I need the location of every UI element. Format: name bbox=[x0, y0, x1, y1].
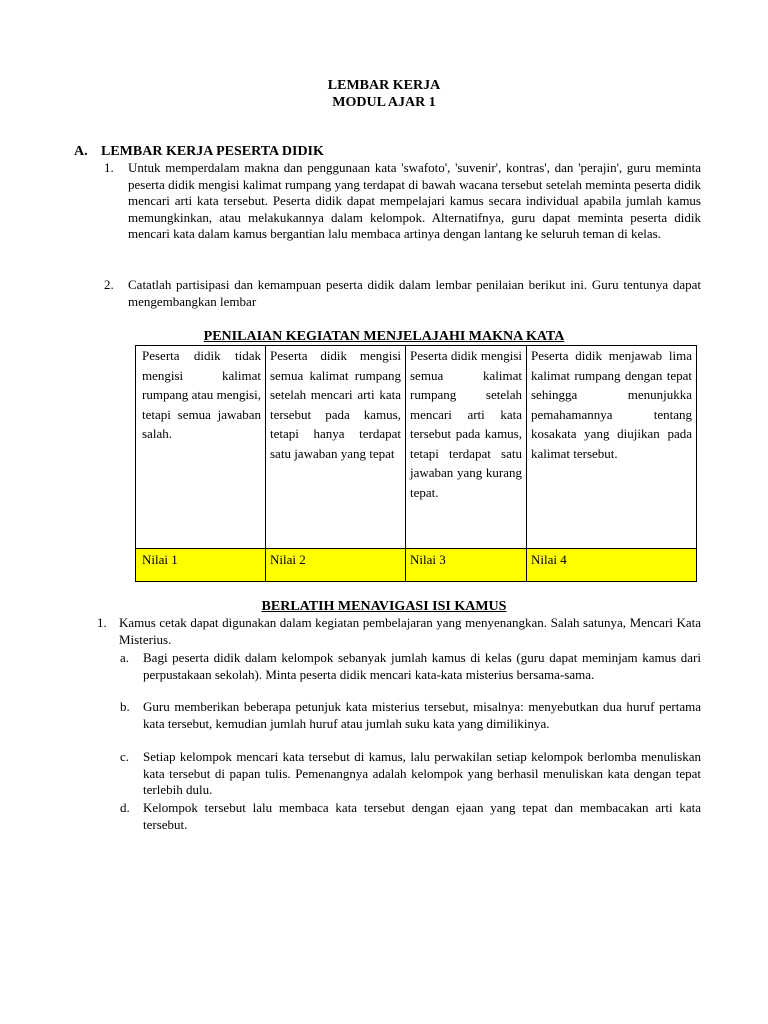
document-title: LEMBAR KERJA bbox=[327, 78, 441, 93]
rubric-score-cell: Nilai 2 bbox=[266, 549, 406, 582]
rubric-table bbox=[135, 345, 697, 582]
rubric-description-row bbox=[136, 346, 697, 549]
rubric-description-cell: Peserta didik mengisi semua kalimat rumpang setelah mencari arti kata tersebut pada kamus, tetapi hanya terdapat satu jawaban yang tepat bbox=[266, 346, 406, 549]
section-a-marker: A. bbox=[74, 144, 88, 159]
section-a-heading: LEMBAR KERJA PESERTA DIDIK bbox=[101, 144, 324, 159]
sublist-item-letter: d. bbox=[120, 800, 130, 815]
rubric-score-cell: Nilai 4 bbox=[527, 549, 697, 582]
rubric-description-cell: Peserta didik mengisi semua kalimat rumpang setelah mencari arti kata tersebut pada kamus, tetapi terdapat satu jawaban yang kurang tepat. bbox=[406, 346, 527, 549]
rubric-score-row bbox=[136, 549, 697, 582]
rubric-score-cell: Nilai 1 bbox=[136, 549, 266, 582]
list-item-text: Kamus cetak dapat digunakan dalam kegiatan pembelajaran yang menyenangkan. Salah satunya, Mencari Kata Misterius. bbox=[119, 615, 701, 647]
list-item-number: 2. bbox=[104, 277, 114, 292]
list-item-text: Untuk memperdalam makna dan penggunaan kata 'swafoto', 'suvenir', kontras', dan 'perajin', guru meminta peserta didik mengisi kalimat rumpang yang terdapat di bawah wacana tersebut setelah meminta peserta didik mencari arti kata tersebut. Peserta didik dapat mempelajari kamus secara individual apabila jumlah kamus memungkinkan, atau melakukannya dalam kelompok. Alternatifnya, guru dapat meminta peserta didik mencari kata dalam kamus bergantian lalu membaca artinya dengan lantang ke seluruh teman di kelas. bbox=[128, 160, 701, 241]
rubric-heading: PENILAIAN KEGIATAN MENJELAJAHI MAKNA KATA bbox=[203, 329, 565, 344]
sublist-item-letter: a. bbox=[120, 650, 130, 665]
section-b-heading: BERLATIH MENAVIGASI ISI KAMUS bbox=[261, 599, 507, 614]
document-subtitle: MODUL AJAR 1 bbox=[332, 95, 436, 110]
rubric-description-cell: Peserta didik tidak mengisi kalimat rumpang atau mengisi, tetapi semua jawaban salah. bbox=[136, 346, 266, 549]
list-item-number: 1. bbox=[97, 615, 107, 630]
sublist-item-letter: c. bbox=[120, 749, 130, 764]
sublist-item-text: Bagi peserta didik dalam kelompok sebanyak jumlah kamus di kelas (guru dapat meminjam kamus dari perpustakaan sekolah). Minta peserta didik mencari kata-kata misterius bersama-sama. bbox=[143, 650, 701, 682]
sublist-item-text: Guru memberikan beberapa petunjuk kata misterius tersebut, misalnya: menyebutkan dua huruf pertama kata tersebut, kemudian jumlah huruf atau jumlah suku kata yang dimilikinya. bbox=[143, 699, 701, 731]
rubric-description-cell: Peserta didik menjawab lima kalimat rumpang dengan tepat sehingga menunjukka pemahamannya tentang kosakata yang diujikan pada kalimat tersebut. bbox=[527, 346, 697, 549]
list-item-number: 1. bbox=[104, 160, 114, 175]
sublist-item-text: Kelompok tersebut lalu membaca kata tersebut dengan ejaan yang tepat dan membacakan arti kata tersebut. bbox=[143, 800, 701, 832]
list-item-text: Catatlah partisipasi dan kemampuan peserta didik dalam lembar penilaian berikut ini. Guru tentunya dapat mengembangkan lembar bbox=[128, 277, 701, 309]
sublist-item-letter: b. bbox=[120, 699, 130, 714]
rubric-score-cell: Nilai 3 bbox=[406, 549, 527, 582]
sublist-item-text: Setiap kelompok mencari kata tersebut di kamus, lalu perwakilan setiap kelompok berlomba menuliskan kata tersebut di papan tulis. Pemenangnya adalah kelompok yang berhasil menuliskan kata dengan tepat terlebih dulu. bbox=[143, 749, 701, 797]
